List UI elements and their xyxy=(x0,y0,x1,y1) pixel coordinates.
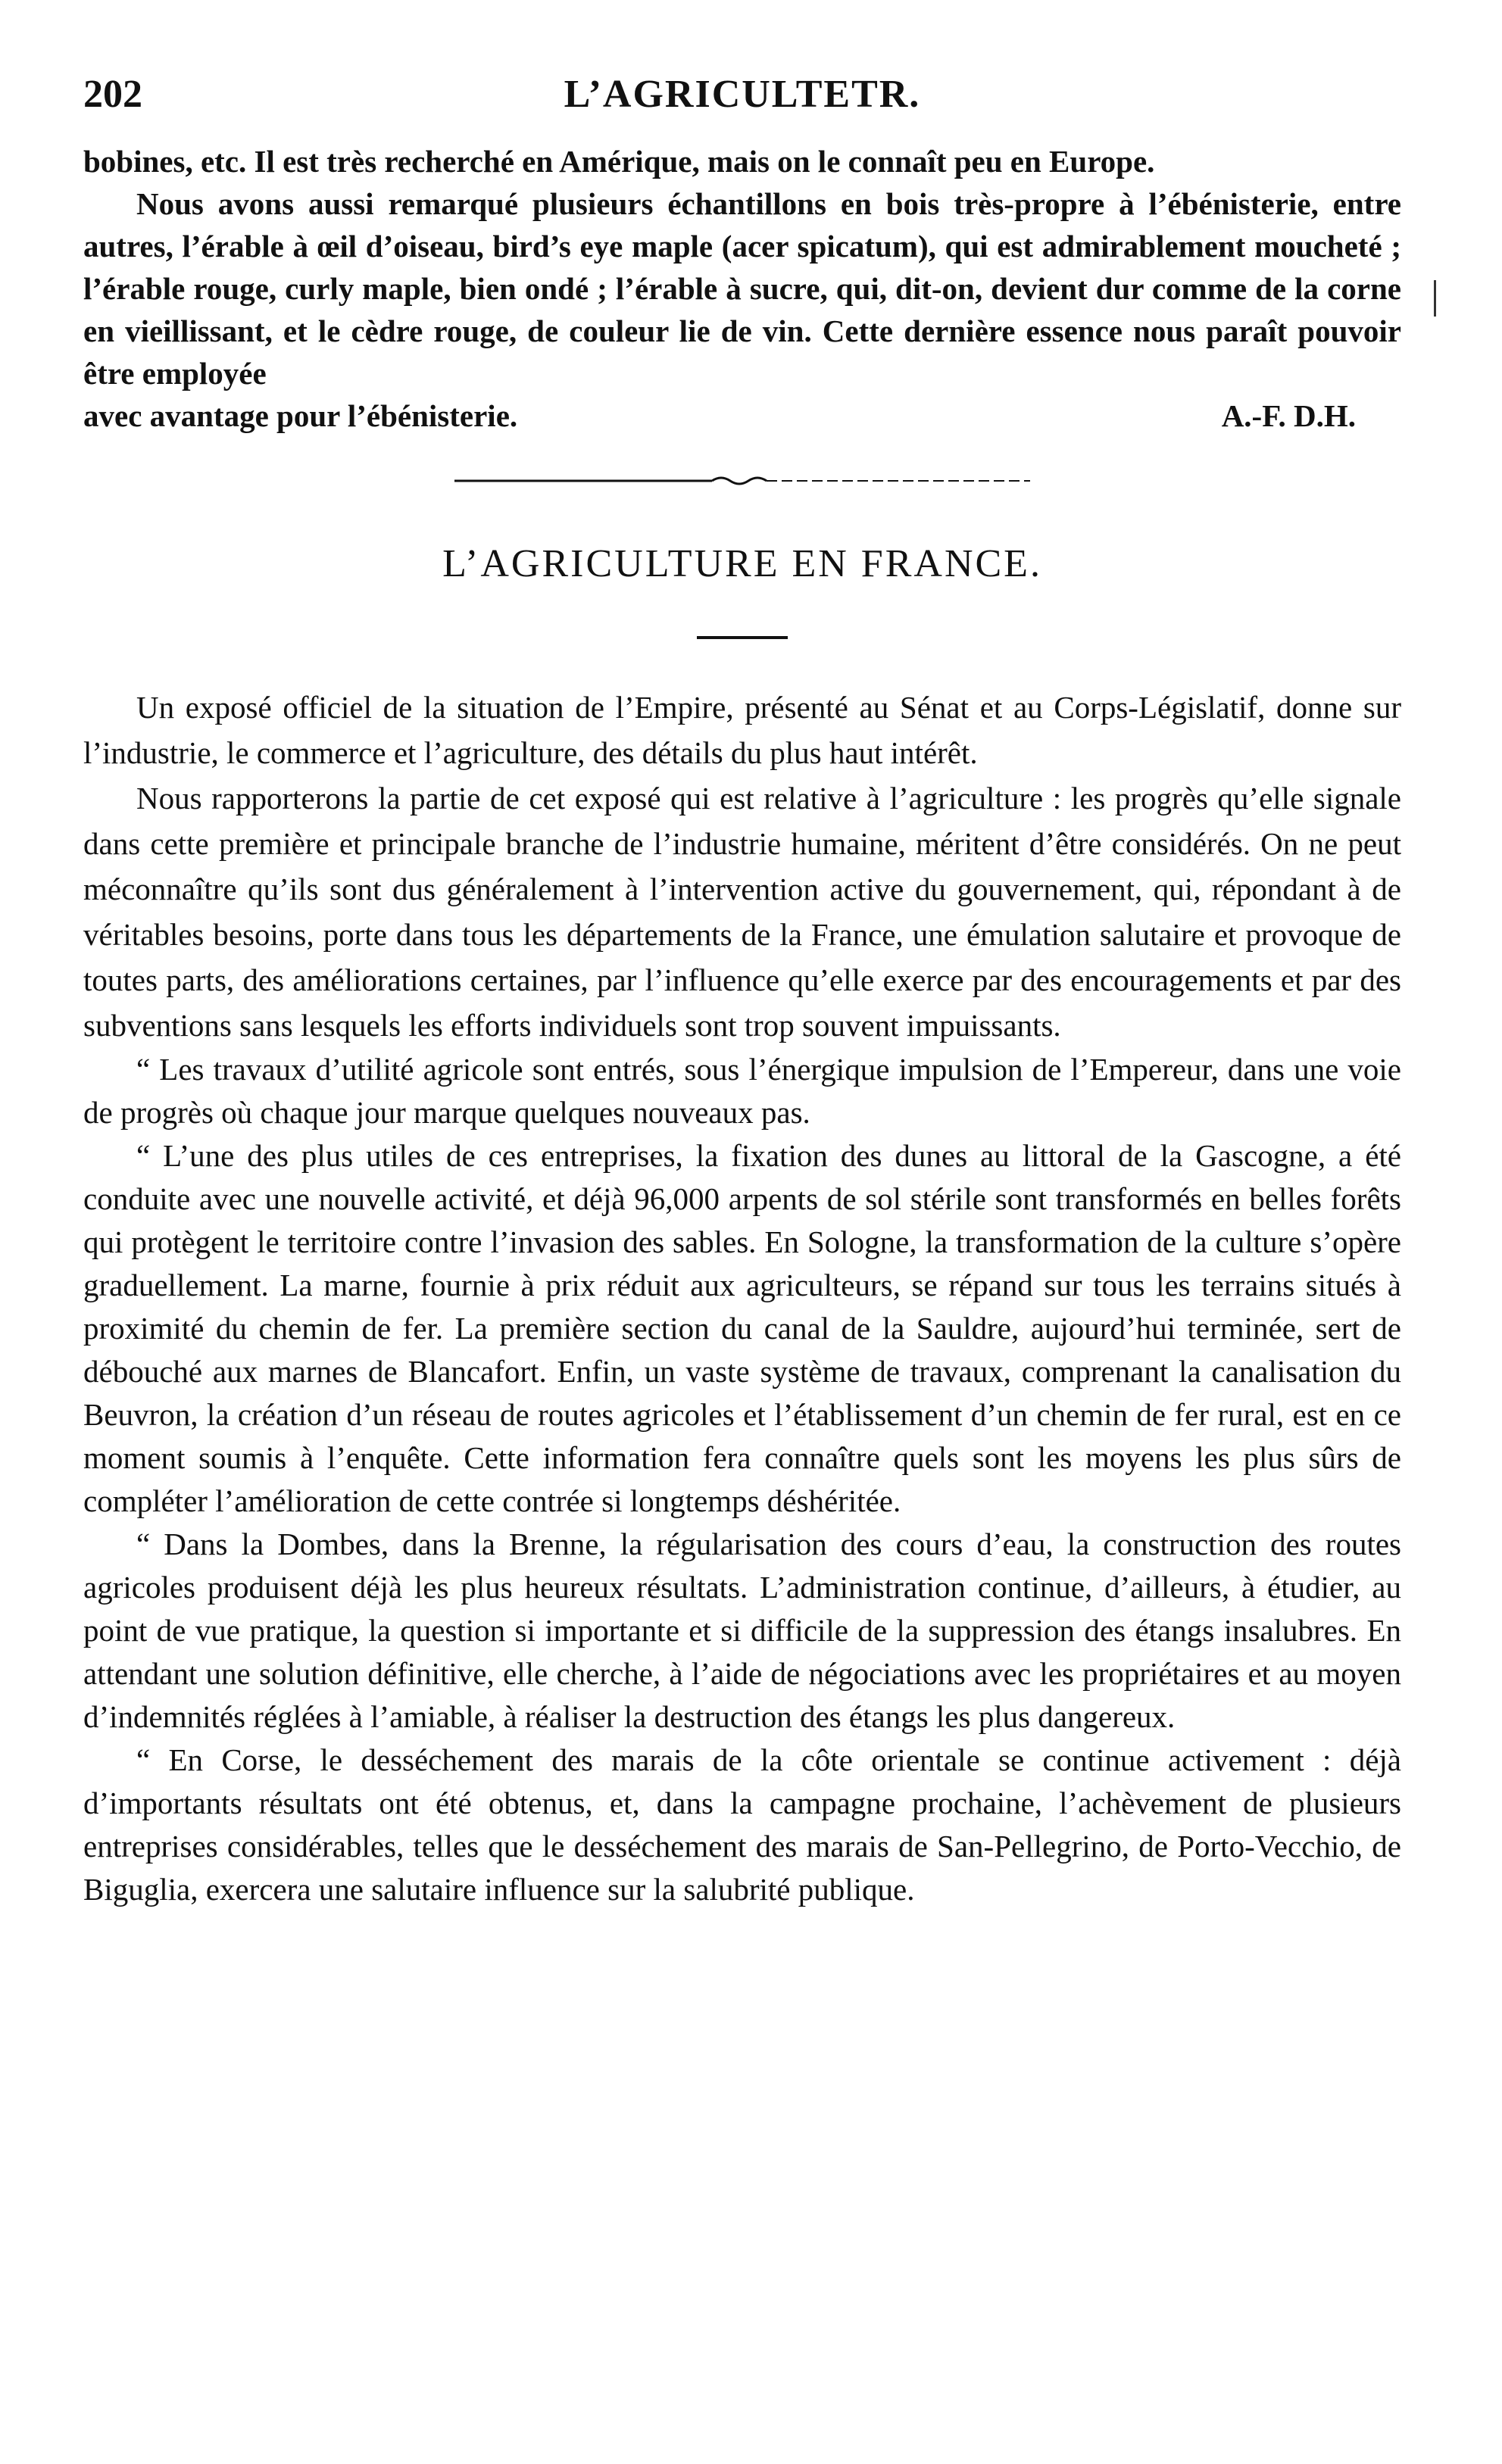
running-head xyxy=(83,72,1401,140)
page-number: 202 xyxy=(83,73,142,116)
previous-article-ending xyxy=(83,140,1401,437)
article-paragraph: Un exposé officiel de la situation de l’Empire, présenté au Sénat et au Corps-Législatif, donne sur l’industrie, le commerce et l’agriculture, des détails du plus haut intérêt. xyxy=(83,690,1401,770)
article-body xyxy=(83,685,1401,1911)
quoted-paragraph: “ En Corse, le desséchement des marais de la côte orientale se continue activement : déjà d’importants résultats ont été obtenus, et, dans la campagne prochaine, l’achèvement de plusieurs entreprises considérables, telles que le desséchement des marais de San-Pellegrino, de Porto-Vecchio, de Biguglia, exercera une salutaire influence sur la salubrité publique. xyxy=(83,1742,1401,1907)
author-signature: A.-F. D.H. xyxy=(1221,398,1356,433)
previous-article-signature-line xyxy=(83,395,1401,437)
article-title: L’AGRICULTURE EN FRANCE. xyxy=(442,542,1042,585)
book-page xyxy=(83,72,1401,1911)
title-rule xyxy=(697,636,788,639)
article-separator-ornament xyxy=(454,473,1030,488)
running-title: L’AGRICULTETR. xyxy=(564,73,921,116)
previous-article-paragraph: bobines, etc. Il est très recherché en Amérique, mais on le connaît peu en Europe. xyxy=(83,144,1155,179)
previous-article-last-line: avec avantage pour l’ébénisterie. xyxy=(83,398,518,433)
previous-article-paragraph: Nous avons aussi remarqué plusieurs échantillons en bois très-propre à l’ébénisterie, entre autres, l’érable à œil d’oiseau, bird’s eye maple (acer spicatum), qui est admirablement moucheté ; l’érable rouge, curly maple, bien ondé ; l’érable à sucre, qui, dit-on, devient dur comme de la corne en vieillissant, et le cèdre rouge, de couleur lie de vin. Cette dernière essence nous paraît pouvoir être employée xyxy=(83,186,1401,391)
quoted-paragraph: “ L’une des plus utiles de ces entreprises, la fixation des dunes au littoral de la Gascogne, a été conduite avec une nouvelle activité, et déjà 96,000 arpents de sol stérile sont transformés en belles forêts qui protègent le territoire contre l’invasion des sables. En Sologne, la transformation de la culture s’opère graduellement. La marne, fournie à prix réduit aux agriculteurs, se répand sur tous les terrains situés à proximité du chemin de fer. La première section du canal de la Sauldre, aujourd’hui terminée, sert de débouché aux marnes de Blancafort. Enfin, un vaste système de travaux, comprenant la canalisation du Beuvron, la création d’un réseau de routes agricoles et l’établissement d’un chemin de fer rural, est en ce moment soumis à l’enquête. Cette information fera connaître quels sont les moyens les plus sûrs de compléter l’amélioration de cette contrée si longtemps déshéritée. xyxy=(83,1138,1401,1518)
article-paragraph: Nous rapporterons la partie de cet exposé qui est relative à l’agriculture : les progrès qu’elle signale dans cette première et principale branche de l’industrie humaine, méritent d’être considérés. On ne peut méconnaître qu’ils sont dus généralement à l’intervention active du gouvernement, qui, répondant à de véritables besoins, porte dans tous les départements de la France, une émulation salutaire et provoque de toutes parts, des améliorations certaines, par l’influence qu’elle exerce par des encouragements et par des subventions sans lesquels les efforts individuels sont trop souvent impuissants. xyxy=(83,781,1401,1043)
margin-mark xyxy=(1434,280,1436,317)
quoted-paragraph: “ Dans la Dombes, dans la Brenne, la régularisation des cours d’eau, la construction des routes agricoles produisent déjà les plus heureux résultats. L’administration continue, d’ailleurs, à étudier, au point de vue pratique, la question si importante et si difficile de la suppression des étangs insalubres. En attendant une solution définitive, elle cherche, à l’aide de négociations avec les propriétaires et au moyen d’indemnités réglées à l’amiable, à réaliser la destruction des étangs les plus dangereux. xyxy=(83,1527,1401,1734)
quoted-paragraph: “ Les travaux d’utilité agricole sont entrés, sous l’énergique impulsion de l’Empereur, dans une voie de progrès où chaque jour marque quelques nouveaux pas. xyxy=(83,1052,1401,1130)
